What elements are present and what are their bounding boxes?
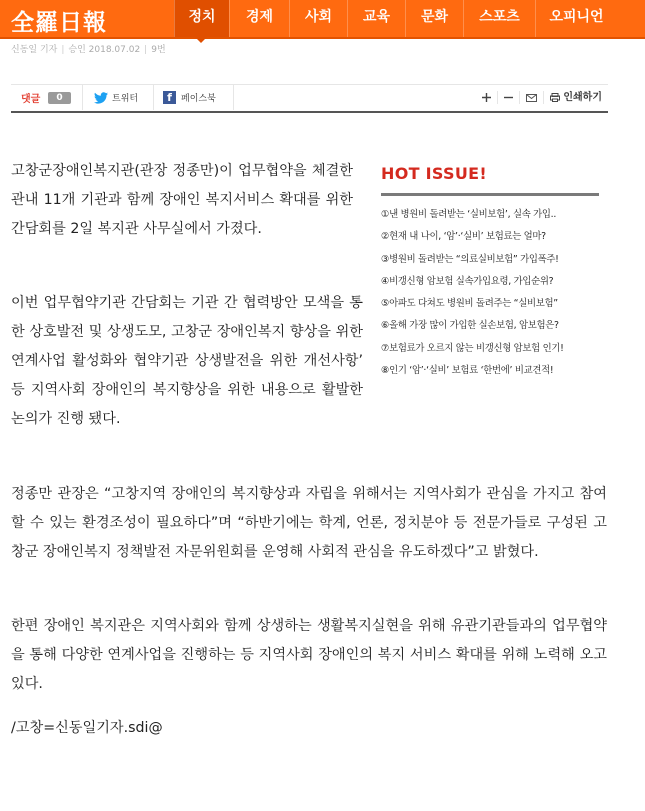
comment-count-badge: 0: [48, 92, 70, 104]
article-paragraph-1: 고창군장애인복지관(관장 정종만)이 업무협약을 체결한 관내 11개 기관과 함께 장애인 복지서비스 확대를 위한 간담회를 2일 복지관 사무실에서 가졌다.: [11, 163, 353, 237]
print-label: 인쇄하기: [563, 92, 602, 103]
nav-active-indicator: [195, 37, 207, 43]
font-decrease-button[interactable]: [497, 91, 519, 104]
hot-issue-link[interactable]: ⑧인기 ‘암’·‘실비’ 보험료 ‘한번에’ 비교견적!: [381, 365, 554, 377]
nav-item-education[interactable]: 교육: [347, 0, 405, 37]
site-logo[interactable]: 全羅日報: [11, 9, 107, 36]
hot-issue-box: [381, 164, 599, 382]
twitter-label: 트위터: [112, 94, 139, 104]
nav-item-society[interactable]: 사회: [289, 0, 347, 37]
comment-button[interactable]: [11, 85, 83, 110]
hot-issue-link[interactable]: ⑥올해 가장 많이 가입한 실손보험, 암보험은?: [381, 320, 559, 332]
hot-issue-list: [381, 204, 599, 382]
article-paragraph-4: 한편 장애인 복지관은 지역사회와 함께 상생하는 생활복지실현을 위해 유관기관들과의 업무협약을 통해 다양한 연계사업을 진행하는 등 지역사회 장애인의 복지 서비스 확대를 위해 노력해 오고 있다.: [11, 618, 607, 692]
facebook-icon: f: [163, 91, 176, 104]
twitter-share-button[interactable]: [83, 85, 154, 110]
printer-icon: [550, 93, 560, 102]
facebook-label: 페이스북: [181, 94, 216, 104]
hot-issue-title: HOT ISSUE!: [381, 164, 487, 183]
author-name: 신동일 기자: [11, 45, 58, 55]
share-toolbar: [11, 84, 608, 113]
article-signature: /고창=신동일기자.sdi@: [11, 720, 163, 736]
hot-issue-divider: [381, 193, 599, 196]
nav-item-politics[interactable]: 정치: [174, 0, 229, 37]
hot-issue-link[interactable]: ⑦보험료가 오르지 않는 비갱신형 암보험 인기!: [381, 342, 564, 354]
twitter-icon: [94, 92, 108, 104]
main-nav: [174, 0, 617, 37]
article-paragraph-2: 이번 업무협약기관 간담회는 기관 간 협력방안 모색을 통한 상호발전 및 상생도모, 고창군 장애인복지 향상을 위한 연계사업 활성화와 협약기관 상생발전을 위한 개선사항’ 등 지역사회 장애인의 복지향상을 위한 내용으로 활발한 논의가 진행 됐다.: [11, 295, 363, 427]
font-increase-button[interactable]: [476, 91, 497, 104]
minus-icon: [504, 93, 513, 102]
nav-item-culture[interactable]: 문화: [405, 0, 463, 37]
nav-item-opinion[interactable]: 오피니언: [535, 0, 617, 37]
hot-issue-link[interactable]: ①낸 병원비 돌려받는 ‘실비보험’, 실속 가입..: [381, 209, 557, 220]
article-meta: 신동일 기자 | 승인 2018.07.02 | 9번: [11, 45, 166, 55]
print-button[interactable]: [543, 91, 608, 104]
nav-item-sports[interactable]: 스포츠: [463, 0, 535, 37]
hot-issue-link[interactable]: ⑤아파도 다쳐도 병원비 돌려주는 “실비보험”: [381, 298, 558, 310]
site-header: [0, 0, 645, 39]
nav-item-economy[interactable]: 경제: [229, 0, 289, 37]
hot-issue-link[interactable]: ④비갱신형 암보험 실속가입요령, 가입순위?: [381, 275, 554, 287]
hot-issue-link[interactable]: ③병원비 돌려받는 “의료실비보험” 가입폭주!: [381, 253, 559, 265]
publish-date: 승인 2018.07.02: [68, 45, 141, 55]
comment-label: 댓글: [21, 94, 41, 105]
email-button[interactable]: [519, 91, 543, 104]
article-paragraph-3: 정종만 관장은 “고창지역 장애인의 복지향상과 자립을 위해서는 지역사회가 관심을 가지고 참여할 수 있는 환경조성이 필요하다”며 “하반기에는 학계, 언론, 정치분야 등 전문가들로 구성된 고창군 장애인복지 정책발전 자문위원회를 운영해 사회적 관심을 유도하겠다”고 밝혔다.: [11, 486, 607, 560]
hot-issue-link[interactable]: ②현재 내 나이, ‘암’·‘실비’ 보험료는 얼마?: [381, 231, 546, 243]
envelope-icon: [526, 94, 537, 102]
article-tools: [476, 85, 608, 110]
facebook-share-button[interactable]: [154, 85, 234, 110]
plus-icon: [482, 93, 491, 102]
view-count: 9번: [151, 45, 166, 55]
